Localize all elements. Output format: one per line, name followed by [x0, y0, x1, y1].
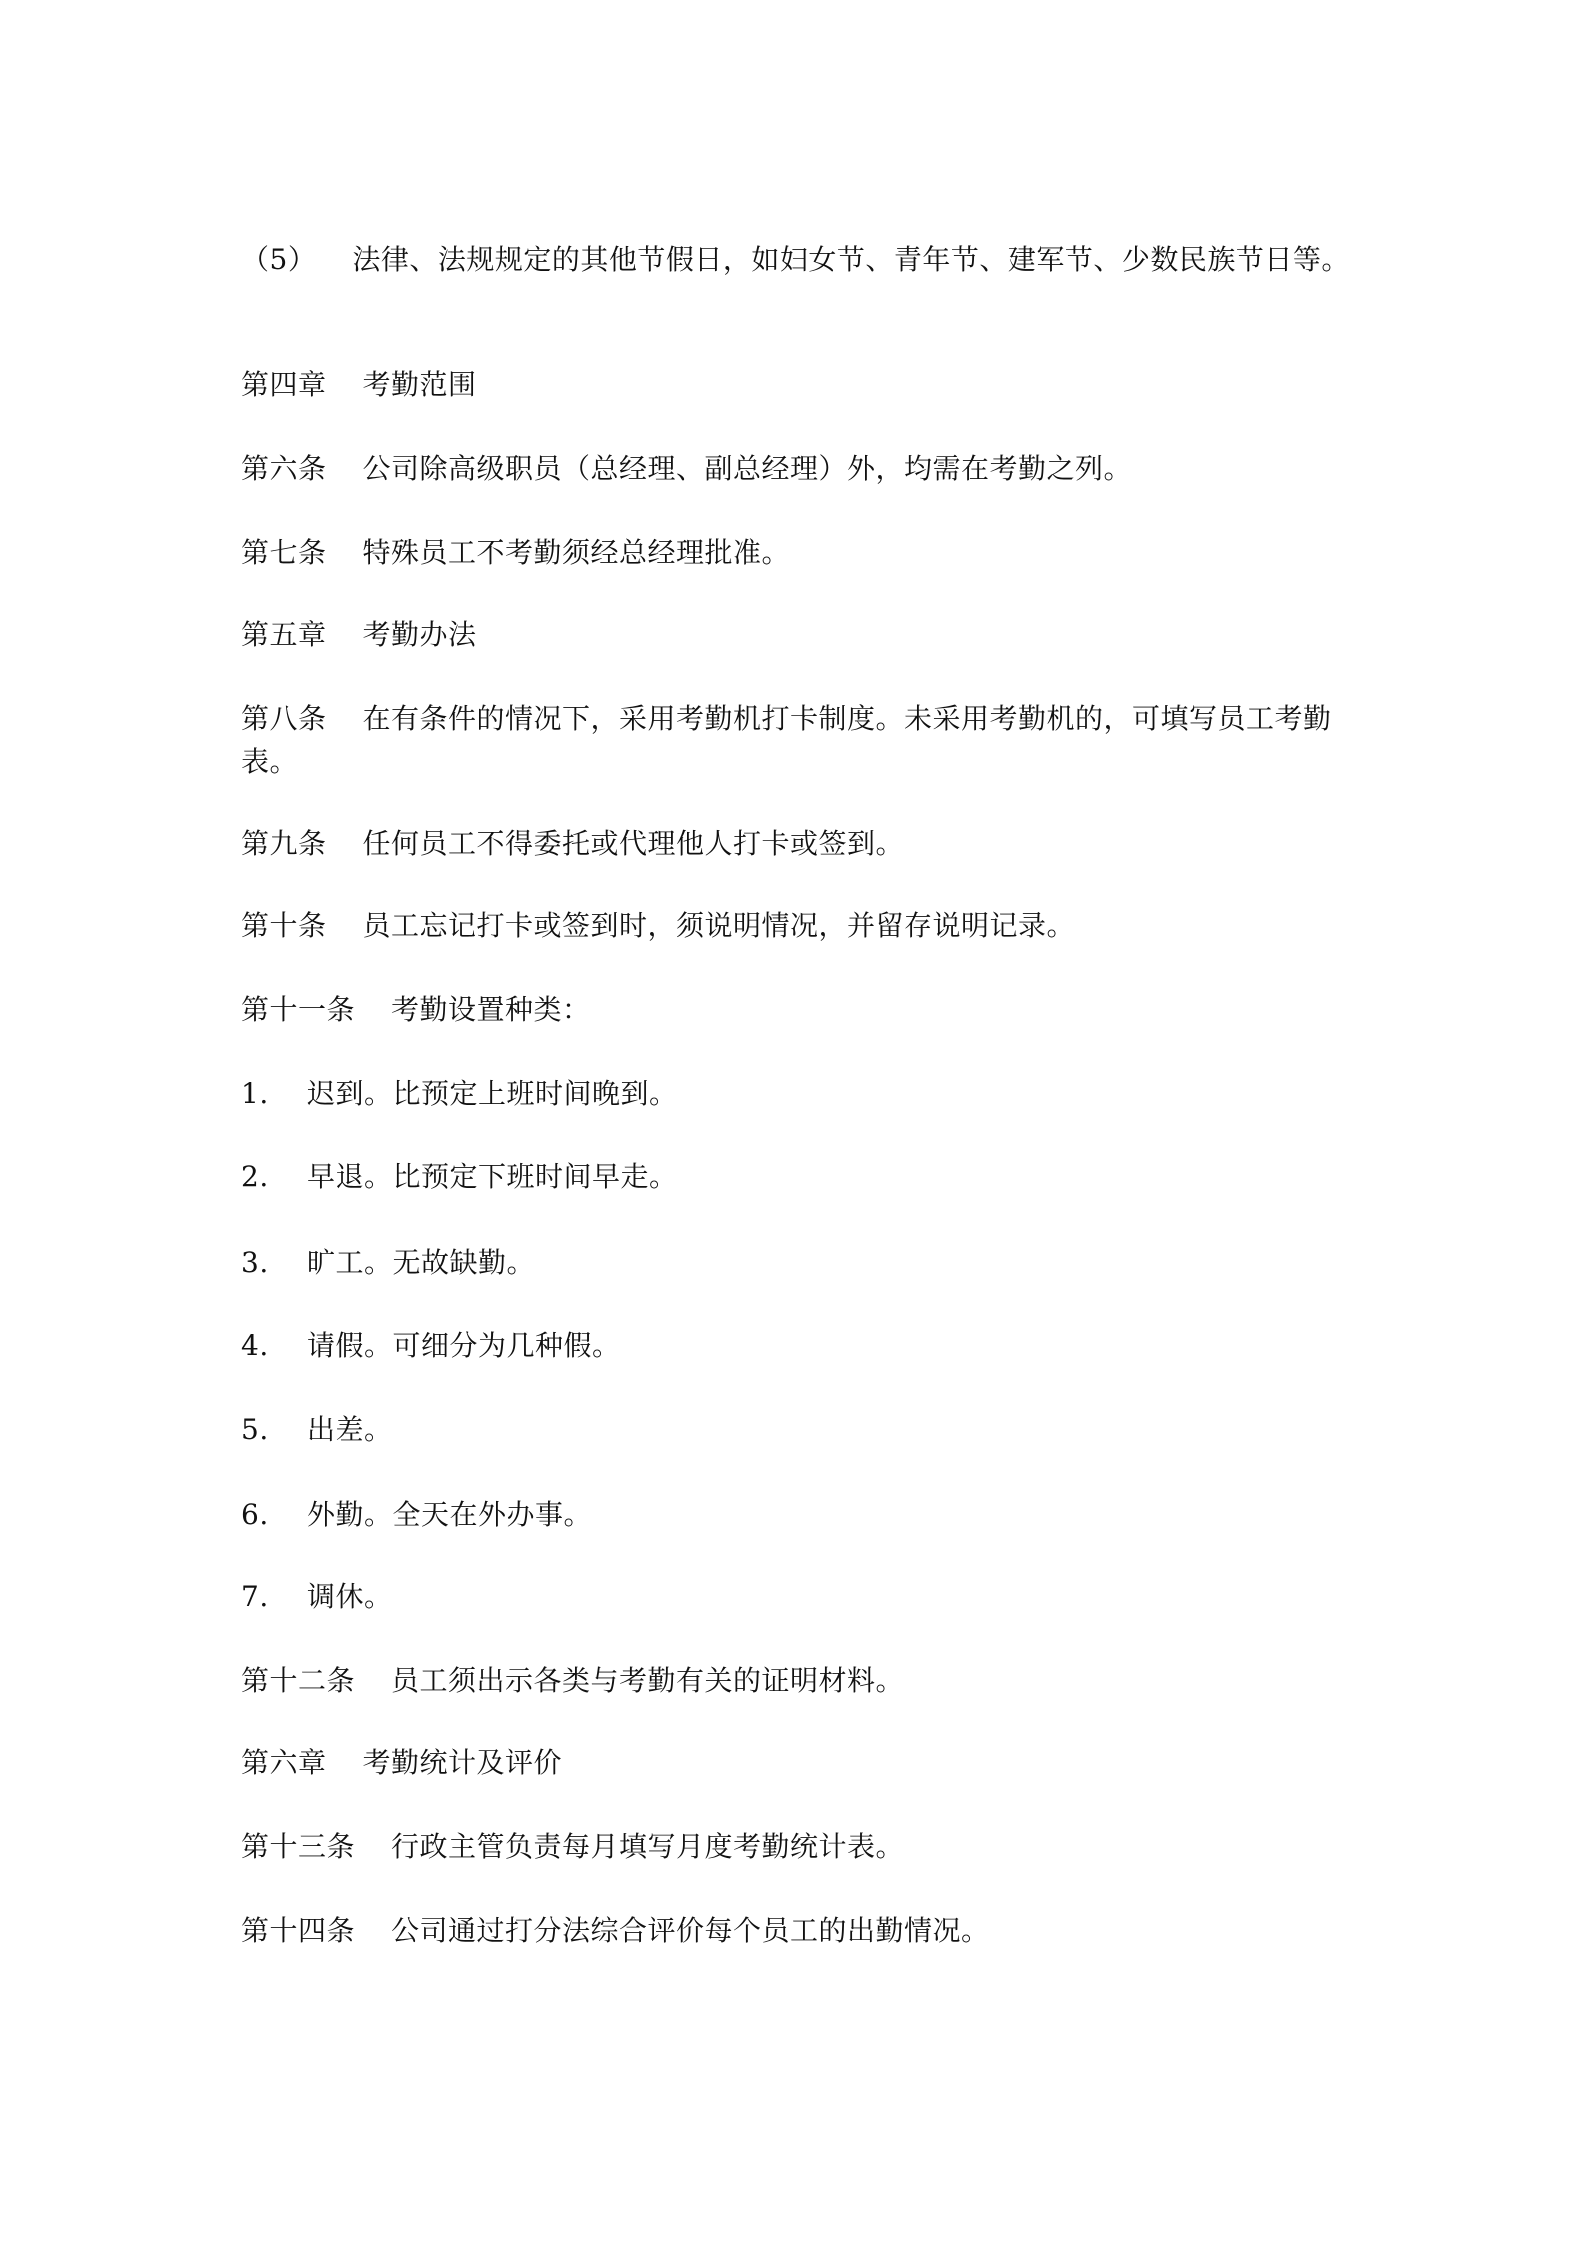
list-number: 2. [241, 1160, 269, 1193]
chapter-heading-4 [241, 363, 1351, 406]
item-label: （5） [241, 243, 317, 276]
article-12 [241, 1659, 1351, 1702]
article-8 [241, 697, 1351, 783]
article-11 [241, 988, 1351, 1031]
article-label: 第八条 [241, 702, 327, 735]
chapter-label: 第六章 [241, 1746, 327, 1779]
paragraph-text: 法律、法规规定的其他节假日，如妇女节、青年节、建军节、少数民族节日等。 [352, 243, 1350, 276]
list-item-6 [241, 1493, 1351, 1536]
article-label: 第十四条 [241, 1914, 356, 1947]
list-text: 请假。可细分为几种假。 [307, 1329, 621, 1362]
article-9 [241, 822, 1351, 865]
list-item-2 [241, 1155, 1351, 1198]
list-text: 迟到。比预定上班时间晚到。 [307, 1077, 678, 1110]
paragraph-holiday-item-5 [241, 238, 1351, 281]
article-label: 第六条 [241, 452, 327, 485]
list-item-5 [241, 1408, 1351, 1451]
article-7 [241, 531, 1351, 574]
list-text: 出差。 [307, 1413, 393, 1446]
list-number: 4. [241, 1329, 269, 1362]
article-text: 公司通过打分法综合评价每个员工的出勤情况。 [391, 1914, 990, 1947]
list-number: 3. [241, 1246, 269, 1279]
list-text: 调休。 [307, 1580, 393, 1613]
list-number: 6. [241, 1498, 269, 1531]
list-item-4 [241, 1324, 1351, 1367]
article-label: 第十一条 [241, 993, 356, 1026]
article-text: 特殊员工不考勤须经总经理批准。 [362, 536, 791, 569]
article-10 [241, 904, 1351, 947]
article-text: 员工须出示各类与考勤有关的证明材料。 [391, 1664, 905, 1697]
list-number: 5. [241, 1413, 269, 1446]
chapter-title: 考勤统计及评价 [362, 1746, 563, 1779]
chapter-heading-5 [241, 613, 1351, 656]
article-label: 第十二条 [241, 1664, 356, 1697]
article-label: 第十三条 [241, 1830, 356, 1863]
list-item-3 [241, 1241, 1351, 1284]
article-text: 在有条件的情况下，采用考勤机打卡制度。未采用考勤机的，可填写员工考勤表。 [241, 702, 1332, 778]
article-13 [241, 1825, 1351, 1868]
chapter-title: 考勤范围 [362, 368, 477, 401]
chapter-label: 第四章 [241, 368, 327, 401]
article-14 [241, 1909, 1351, 1952]
list-text: 旷工。无故缺勤。 [307, 1246, 536, 1279]
article-6 [241, 447, 1351, 490]
article-text: 考勤设置种类： [391, 993, 591, 1026]
article-label: 第七条 [241, 536, 327, 569]
article-text: 行政主管负责每月填写月度考勤统计表。 [391, 1830, 905, 1863]
chapter-title: 考勤办法 [362, 618, 477, 651]
article-text: 员工忘记打卡或签到时，须说明情况，并留存说明记录。 [362, 909, 1076, 942]
list-text: 外勤。全天在外办事。 [307, 1498, 593, 1531]
list-number: 1. [241, 1077, 269, 1110]
list-item-7 [241, 1575, 1351, 1618]
chapter-label: 第五章 [241, 618, 327, 651]
list-item-1 [241, 1072, 1351, 1115]
chapter-heading-6 [241, 1741, 1351, 1784]
list-number: 7. [241, 1580, 269, 1613]
article-label: 第十条 [241, 909, 327, 942]
article-label: 第九条 [241, 827, 327, 860]
article-text: 任何员工不得委托或代理他人打卡或签到。 [362, 827, 905, 860]
article-text: 公司除高级职员（总经理、副总经理）外，均需在考勤之列。 [362, 452, 1133, 485]
list-text: 早退。比预定下班时间早走。 [307, 1160, 678, 1193]
